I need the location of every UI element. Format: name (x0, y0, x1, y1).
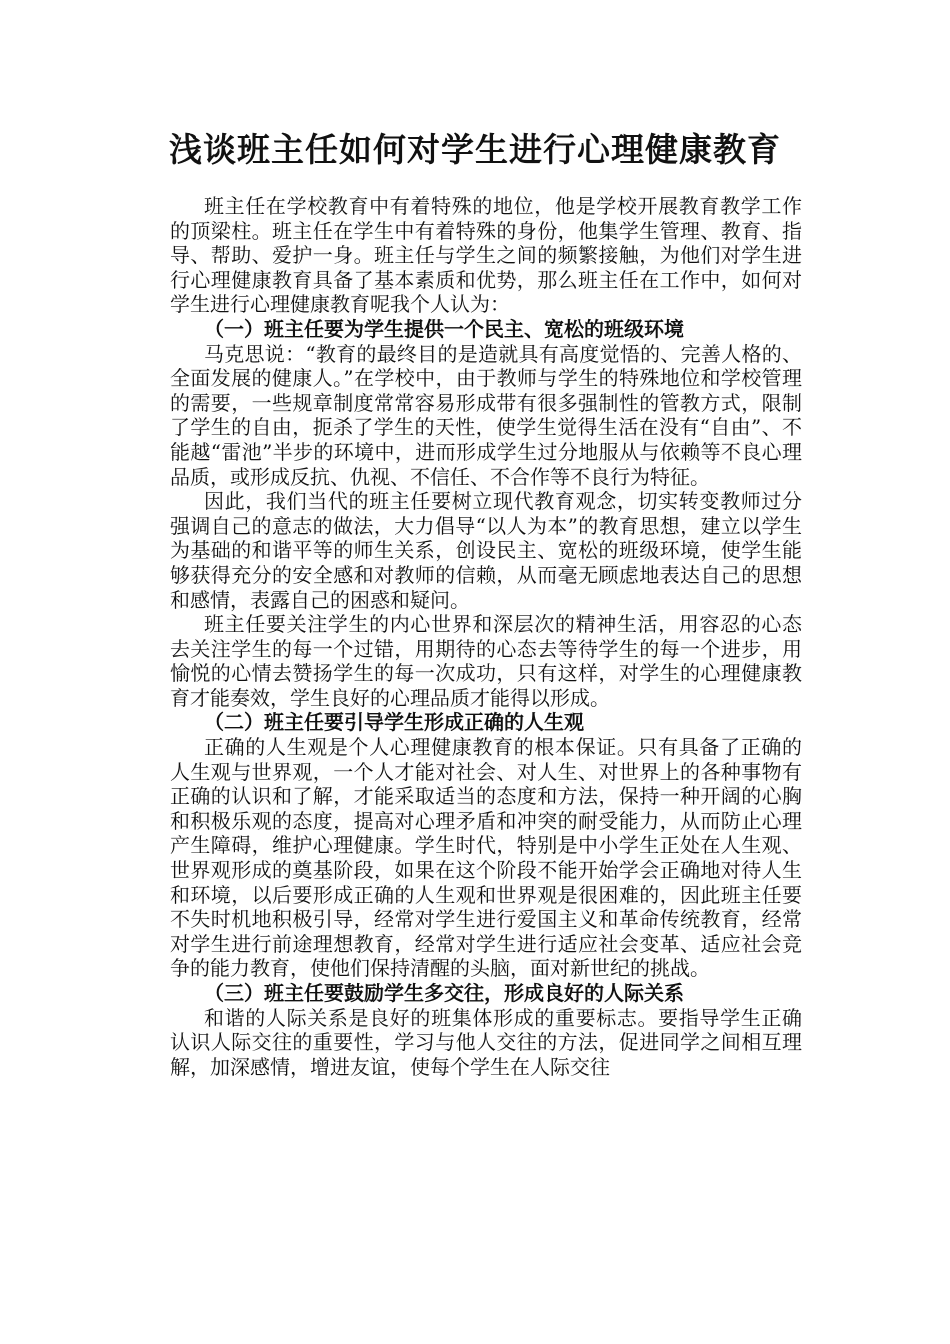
section-heading: （一）班主任要为学生提供一个民主、宽松的班级环境 (204, 316, 684, 341)
document-body (170, 194, 802, 1079)
section-heading: （二）班主任要引导学生形成正确的人生观 (204, 710, 584, 735)
paragraph: 班主任在学校教育中有着特殊的地位，他是学校开展教育教学工作的顶梁柱。班主任在学生中有着特殊的身份，他集学生管理、教育、指导、帮助、爱护一身。班主任与学生之间的频繁接触，为他们对学生进行心理健康教育具备了基本素质和优势，那么班主任在工作中，如何对学生进行心理健康教育呢我个人认为： (170, 194, 802, 317)
paragraph: 和谐的人际关系是良好的班集体形成的重要标志。要指导学生正确认识人际交往的重要性，学习与他人交往的方法，促进同学之间相互理解，加深感情，增进友谊，使每个学生在人际交往 (170, 1005, 802, 1079)
section-heading: （三）班主任要鼓励学生多交往，形成良好的人际关系 (204, 981, 684, 1005)
paragraph: 因此，我们当代的班主任要树立现代教育观念，切实转变教师过分强调自己的意志的做法，大力倡导“以人为本”的教育思想，建立以学生为基础的和谐平等的师生关系，创设民主、宽松的班级环境，使学生能够获得充分的安全感和对教师的信赖，从而毫无顾虑地表达自己的思想和感情，表露自己的困惑和疑问。 (170, 489, 802, 612)
paragraph: 正确的人生观是个人心理健康教育的根本保证。只有具备了正确的人生观与世界观，一个人才能对社会、对人生、对世界上的各种事物有正确的认识和了解，才能采取适当的态度和方法，保持一种开阔的心胸和积极乐观的态度，提高对心理矛盾和冲突的耐受能力，从而防止心理产生障碍，维护心理健康。学生时代，特别是中小学生正处在人生观、世界观形成的奠基阶段，如果在这个阶段不能开始学会正确地对待人生和环境，以后要形成正确的人生观和世界观是很困难的，因此班主任要不失时机地积极引导，经常对学生进行爱国主义和革命传统教育，经常对学生进行前途理想教育，经常对学生进行适应社会变革、适应社会竞争的能力教育，使他们保持清醒的头脑，面对新世纪的挑战。 (170, 735, 802, 981)
paragraph: 班主任要关注学生的内心世界和深层次的精神生活，用容忍的心态去关注学生的每一个过错，用期待的心态去等待学生的每一个进步，用愉悦的心情去赞扬学生的每一次成功，只有这样，对学生的心理健康教育才能奏效，学生良好的心理品质才能得以形成。 (170, 612, 802, 710)
paragraph: 马克思说：“教育的最终目的是造就具有高度觉悟的、完善人格的、全面发展的健康人。”在学校中，由于教师与学生的特殊地位和学校管理的需要，一些规章制度常常容易形成带有很多强制性的管教方式，限制了学生的自由，扼杀了学生的天性，使学生觉得生活在没有“自由”、不能越“雷池”半步的环境中，进而形成学生过分地服从与依赖等不良心理品质，或形成反抗、仇视、不信任、不合作等不良行为特征。 (170, 341, 802, 489)
document-title: 浅谈班主任如何对学生进行心理健康教育 (169, 130, 781, 169)
